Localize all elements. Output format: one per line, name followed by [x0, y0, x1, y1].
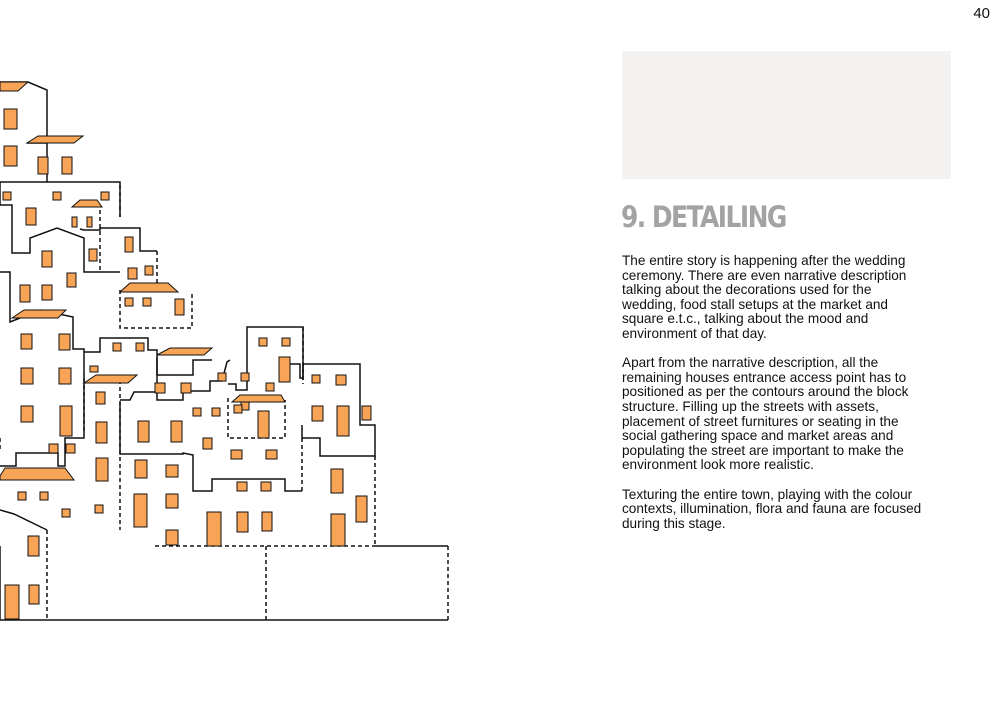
- image-placeholder: [622, 51, 951, 179]
- paragraph: Apart from the narrative description, all the remaining houses entrance access point has to positioned as per the contours around the block structure. Filling up the streets with assets, placement of street furnitures or seating in the social gathering space and market areas and populating the street are important to make the environment look more realistic.: [622, 355, 909, 473]
- section-heading: 9. DETAILING: [621, 200, 786, 234]
- page-number: 40: [973, 5, 990, 22]
- paragraph: The entire story is happening after the wedding ceremony. There are even narrative description talking about the decorations used for the wedding, food stall setups at the market and square e.t.c., talking about the mood and environment of that day.: [622, 253, 907, 341]
- paragraph: Texturing the entire town, playing with the colour contexts, illumination, flora and fauna are focused during this stage.: [622, 486, 922, 531]
- section-body: [622, 254, 922, 546]
- town-illustration: [0, 0, 460, 640]
